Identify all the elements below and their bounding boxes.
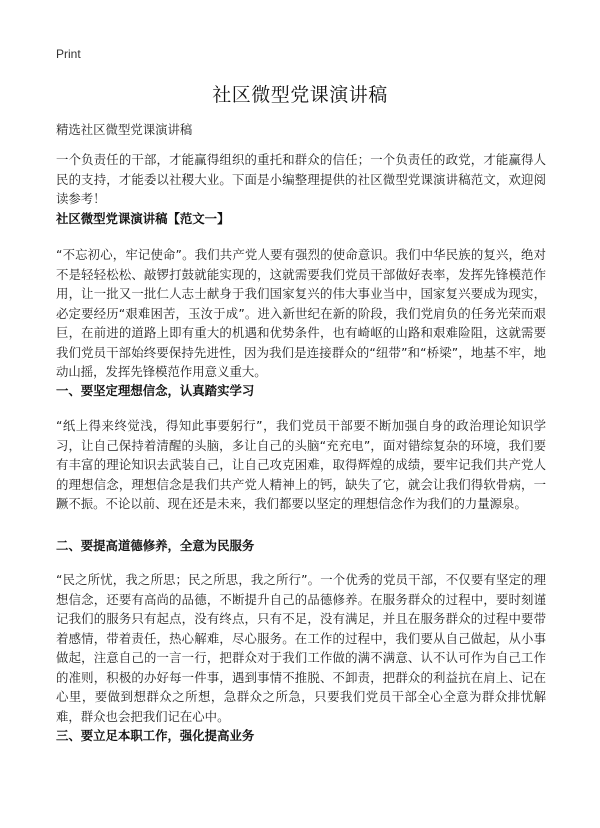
intro-paragraph: 一个负责任的干部，才能赢得组织的重托和群众的信任；一个负责任的政党，才能赢得人民的支持，才能委以社稷大业。下面是小编整理提供的社区微型党课演讲稿范文，欢迎阅读参考！ bbox=[56, 152, 546, 206]
page-title: 社区微型党课演讲稿 bbox=[212, 84, 388, 106]
heading-2: 二、要提高道德修养，全意为民服务 bbox=[56, 538, 255, 553]
paragraph-3: “民之所忧，我之所思；民之所思，我之所行”。一个优秀的党员干部，不仅要有坚定的理想信念，还要有高尚的品德，不断提升自己的品德修养。在服务群众的过程中，要时刻谨记我们的服务只有起点，没有终点，只有不足，没有满足，并且在服务群众的过程中要带着感情，带着责任，热心解难，尽心服务。在工作的过程中，我们要从自己做起，从小事做起，注意自己的一言一行，把群众对于我们工作做的满不满意、认不认可作为自己工作的准则，积极的办好每一件事，遇到事情不推脱、不卸责，把群众的利益抗在肩上、记在心里，要做到想群众之所想，急群众之所急，只要我们党员干部全心全意为群众排忧解难，群众也会把我们记在心中。 bbox=[56, 572, 546, 724]
section-title: 社区微型党课演讲稿【范文一】 bbox=[56, 211, 230, 226]
print-label[interactable]: Print bbox=[56, 47, 81, 61]
subtitle: 精选社区微型党课演讲稿 bbox=[56, 122, 193, 137]
heading-3: 三、要立足本职工作，强化提高业务 bbox=[56, 728, 255, 743]
paragraph-2: “纸上得来终觉浅，得知此事要躬行”，我们党员干部要不断加强自身的政治理论知识学习，让自己保持着清醒的头脑，多让自己的头脑“充充电”，面对错综复杂的环境，我们要有丰富的理论知识去武装自己，让自己攻克困难，取得辉煌的成绩，要牢记我们共产党人的理想信念，理想信念是我们共产党人精神上的钙，缺失了它，就会让我们得软骨病，一蹶不振。不论以前、现在还是未来，我们都要以坚定的理想信念作为我们的力量源泉。 bbox=[56, 418, 546, 511]
heading-1: 一、要坚定理想信念，认真踏实学习 bbox=[56, 383, 255, 398]
paragraph-1: “不忘初心，牢记使命”。我们共产党人要有强烈的使命意识。我们中华民族的复兴，绝对不是轻轻松松、敲锣打鼓就能实现的，这就需要我们党员干部做好表率，发挥先锋模范作用，让一批又一批仁人志士献身于我们国家复兴的伟大事业当中，国家复兴要成为现实，必定要经历“艰难困苦，玉汝于成”。进入新世纪在新的阶段，我们党肩负的任务光荣而艰巨，在前进的道路上即有重大的机遇和优势条件，也有崎岖的山路和艰难险阻，这就需要我们党员干部始终要保持先进性，因为我们是连接群众的“纽带”和“桥梁”，地基不牢，地动山摇，发挥先锋模范作用意义重大。 bbox=[56, 247, 546, 379]
